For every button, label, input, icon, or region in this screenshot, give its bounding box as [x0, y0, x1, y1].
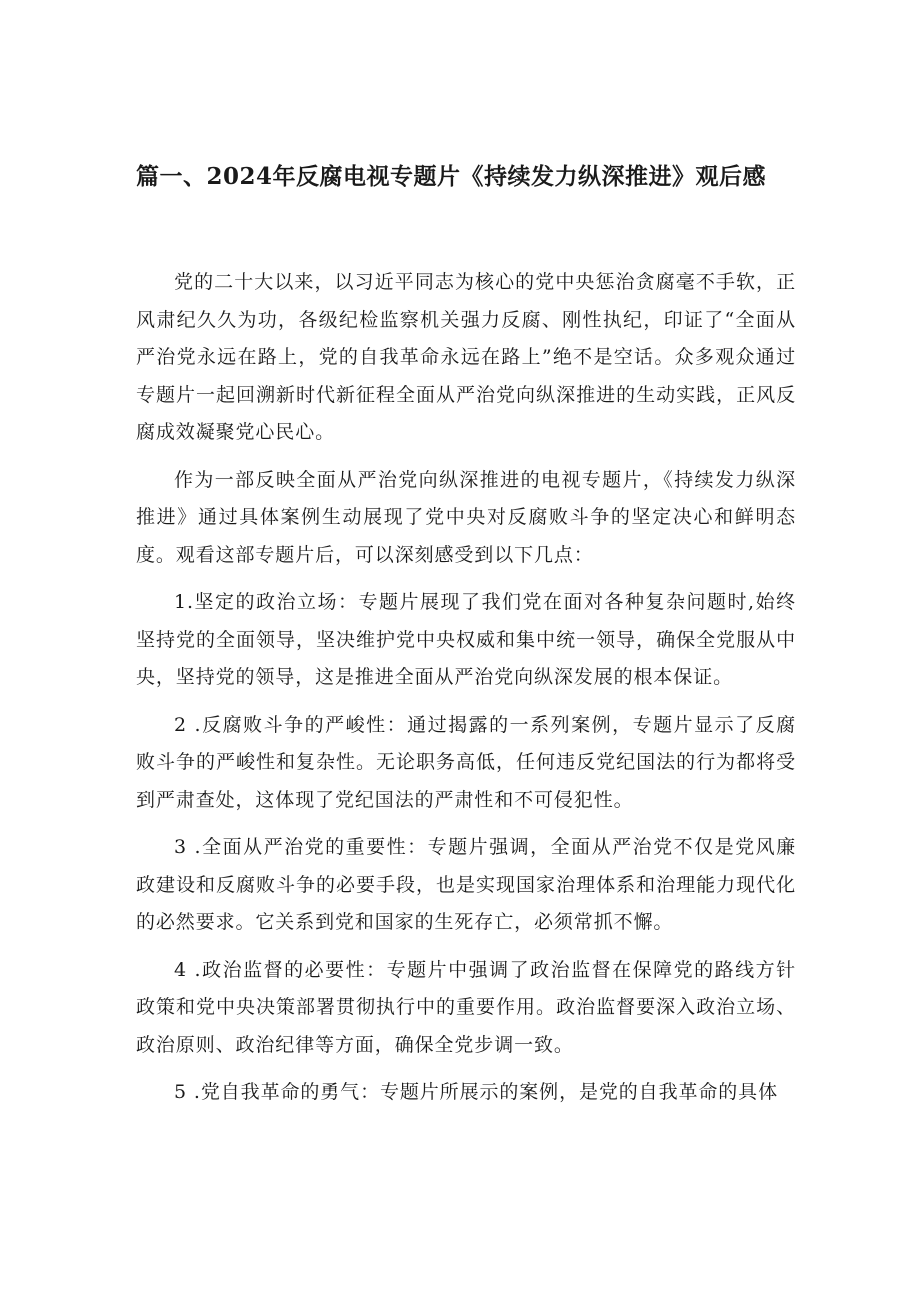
paragraph-point-2: 2 .反腐败斗争的严峻性：通过揭露的一系列案例，专题片显示了反腐败斗争的严峻性和复杂性。无论职务高低，任何违反党纪国法的行为都将受到严肃查处，这体现了党纪国法的严肃性和不可侵犯性。 — [136, 713, 796, 811]
paragraph-point-5: 5 .党自我革命的勇气：专题片所展示的案例，是党的自我革命的具体 — [174, 1081, 778, 1103]
paragraph-point-3: 3 .全面从严治党的重要性：专题片强调，全面从严治党不仅是党风廉政建设和反腐败斗争的必要手段，也是实现国家治理体系和治理能力现代化的必然要求。它关系到党和国家的生死存亡，必须常抓不懈。 — [136, 836, 796, 933]
paragraph-intro: 党的二十大以来，以习近平同志为核心的党中央惩治贪腐毫不手软，正风肃纪久久为功，各级纪检监察机关强力反腐、刚性执纪，印证了“全面从严治党永远在路上，党的自我革命永远在路上”绝不是空话。众多观众通过专题片一起回溯新时代新征程全面从严治党向纵深推进的生动实践，正风反腐成效凝聚党心民心。 — [136, 271, 796, 443]
document-body — [136, 264, 796, 1112]
paragraph-overview: 作为一部反映全面从严治党向纵深推进的电视专题片，《持续发力纵深推进》通过具体案例生动展现了党中央对反腐败斗争的坚定决心和鲜明态度。观看这部专题片后，可以深刻感受到以下几点： — [136, 468, 796, 566]
document-title: 篇一、2024年反腐电视专题片《持续发力纵深推进》观后感 — [136, 163, 767, 190]
paragraph-point-4: 4 .政治监督的必要性：专题片中强调了政治监督在保障党的路线方针政策和党中央决策部署贯彻执行中的重要作用。政治监督要深入政治立场、政治原则、政治纪律等方面，确保全党步调一致。 — [136, 958, 796, 1056]
paragraph-point-1: 1.坚定的政治立场：专题片展现了我们党在面对各种复杂问题时,始终坚持党的全面领导，坚决维护党中央权威和集中统一领导，确保全党服从中央，坚持党的领导，这是推进全面从严治党向纵深发展的根本保证。 — [136, 591, 796, 688]
